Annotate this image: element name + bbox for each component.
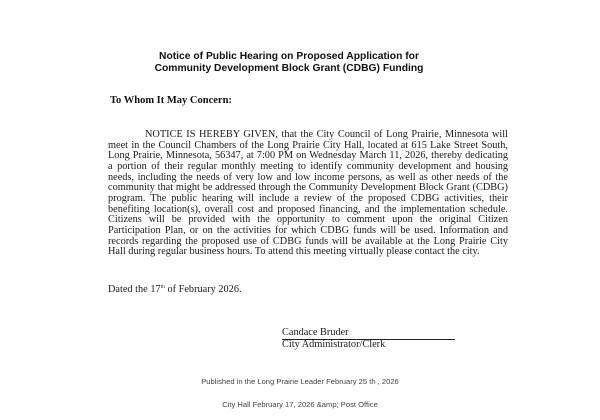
- dated-prefix: Dated the 17: [108, 284, 161, 295]
- notice-body-paragraph: NOTICE IS HEREBY GIVEN, that the City Council of Long Prairie, Minnesota will meet in the Council Chambers of the Long Prairie City Hall, located at 615 Lake Street South, Long Prairie, Minnesota, 56347, at 7:00 PM on Wednesday March 11, 2026, thereby dedicating a portion of their regular monthly meeting to identify community development and housing needs, including the needs of very low and low income persons, as well as other needs of the community that might be addressed through the Community Development Block Grant (CDBG) program. The public hearing will include a review of the proposed CDBG activities, their benefiting location(s), overall cost and proposed financing, and the implementation schedule. Citizens will be provided with the opportunity to comment upon the original Citizen Participation Plan, or on the activities for which CDBG funds will be used. Information and records regarding the proposed use of CDBG funds will be available at the Long Prairie City Hall during regular business hours. To attend this meeting virtually please contact the city.: [108, 129, 508, 258]
- notice-title-line-1: Notice of Public Hearing on Proposed Application for: [159, 51, 419, 62]
- notice-title-line-2: Community Development Block Grant (CDBG) Funding: [154, 63, 424, 74]
- dated-ordinal: th: [160, 284, 165, 290]
- signature-name: Candace Bruder: [282, 327, 349, 338]
- publication-note: Published in the Long Prairie Leader February 25 th , 2026: [201, 377, 399, 386]
- posting-note: City Hall February 17, 2026 &amp; Post Office: [222, 400, 378, 409]
- dated-line: [108, 284, 242, 295]
- signature-title: City Administrator/Clerk: [282, 339, 386, 350]
- dated-suffix: of February 2026.: [164, 284, 242, 295]
- salutation: To Whom It May Concern:: [110, 95, 232, 106]
